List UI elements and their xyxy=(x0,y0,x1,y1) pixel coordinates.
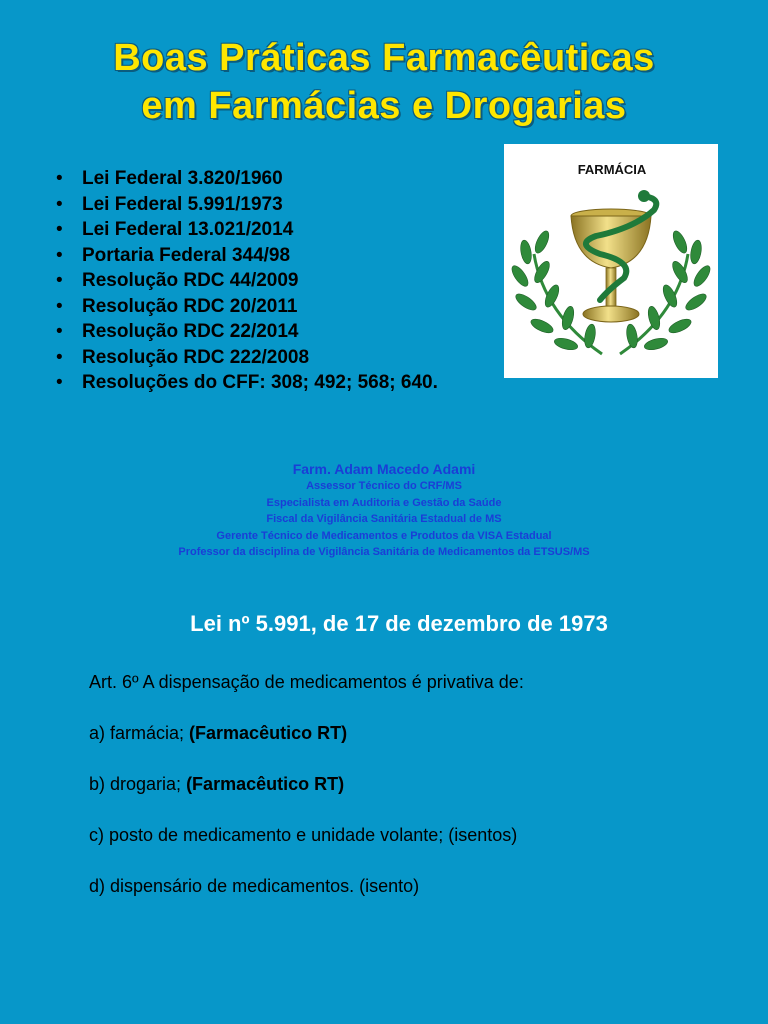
bullet-icon: • xyxy=(56,295,63,317)
bullet-icon: • xyxy=(56,270,63,291)
author-role: Especialista em Auditoria e Gestão da Saúde xyxy=(266,496,502,509)
law-item-text: Resolução RDC 22/2014 xyxy=(82,321,299,342)
list-item xyxy=(56,217,438,243)
list-item xyxy=(56,345,438,371)
law-item-text: Lei Federal 5.991/1973 xyxy=(82,193,283,215)
list-item xyxy=(56,243,438,269)
article-item xyxy=(89,874,524,899)
article-intro: Art. 6º A dispensação de medicamentos é privativa de: xyxy=(89,672,524,692)
title-line-2: em Farmácias e Drogarias xyxy=(141,85,627,127)
list-item xyxy=(56,192,438,218)
bullet-icon: • xyxy=(56,219,63,240)
article-text xyxy=(89,670,524,925)
bullet-icon: • xyxy=(56,168,63,189)
law-item-text: Resolução RDC 222/2008 xyxy=(82,346,310,368)
article-item-note: (Farmacêutico RT) xyxy=(186,774,345,794)
article-item xyxy=(89,823,524,848)
article-item xyxy=(89,772,524,797)
pharmacy-logo xyxy=(504,144,718,378)
bullet-icon: • xyxy=(56,372,63,393)
article-item xyxy=(89,721,524,746)
author-role: Assessor Técnico do CRF/MS xyxy=(306,480,462,492)
law-item-text: Lei Federal 13.021/2014 xyxy=(82,219,294,240)
list-item xyxy=(56,166,438,192)
bullet-icon: • xyxy=(56,346,63,368)
law-item-text: Resolução RDC 20/2011 xyxy=(82,295,298,317)
bowl-of-hygieia-icon xyxy=(504,144,718,378)
law-item-text: Resolução RDC 44/2009 xyxy=(82,270,299,291)
bullet-icon: • xyxy=(56,321,63,342)
bullet-icon: • xyxy=(56,193,63,215)
list-item xyxy=(56,319,438,345)
article-item-text: a) farmácia; xyxy=(89,723,190,743)
law-item-text: Lei Federal 3.820/1960 xyxy=(82,168,283,189)
author-name: Farm. Adam Macedo Adami xyxy=(292,461,476,477)
title-line-1: Boas Práticas Farmacêuticas xyxy=(113,37,655,79)
list-item xyxy=(56,268,438,294)
article-item-text: b) drogaria; xyxy=(89,774,187,794)
author-block xyxy=(0,460,768,561)
list-item xyxy=(56,294,438,320)
page-title xyxy=(0,34,768,130)
article-item-text: d) dispensário de medicamentos. (isento) xyxy=(89,876,420,896)
law-item-text: Resoluções do CFF: 308; 492; 568; 640. xyxy=(82,372,438,393)
article-item-text: c) posto de medicamento e unidade volante; (isentos) xyxy=(89,825,518,845)
author-role: Professor da disciplina de Vigilância Sanitária de Medicamentos da ETSUS/MS xyxy=(178,546,590,558)
list-item xyxy=(56,370,438,396)
author-role: Fiscal da Vigilância Sanitária Estadual de MS xyxy=(266,513,502,525)
author-role: Gerente Técnico de Medicamentos e Produtos da VISA Estadual xyxy=(216,529,552,542)
law-heading: Lei nº 5.991, de 17 de dezembro de 1973 xyxy=(190,611,608,636)
bullet-icon: • xyxy=(56,244,63,266)
law-item-text: Portaria Federal 344/98 xyxy=(82,244,291,266)
article-item-note: (Farmacêutico RT) xyxy=(189,723,348,743)
law-list xyxy=(56,166,438,396)
logo-label: FARMÁCIA xyxy=(577,162,647,177)
